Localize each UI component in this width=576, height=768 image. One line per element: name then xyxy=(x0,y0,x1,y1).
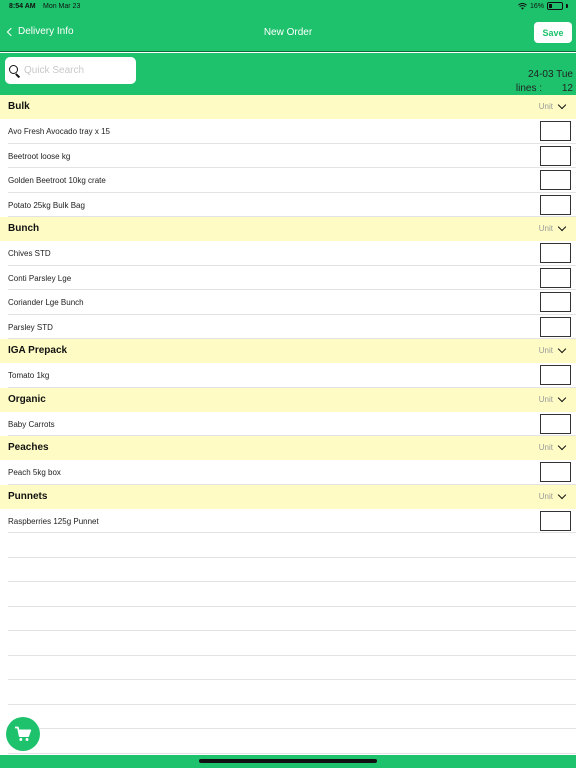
list-item xyxy=(8,241,576,266)
category-name: Peaches xyxy=(8,442,49,453)
empty-row xyxy=(8,729,576,754)
home-indicator[interactable] xyxy=(199,759,377,763)
item-name: Baby Carrots xyxy=(8,419,55,429)
item-name: Chives STD xyxy=(8,249,51,258)
empty-row xyxy=(8,582,576,607)
search-icon xyxy=(9,65,21,77)
quantity-input[interactable] xyxy=(540,462,571,482)
unit-label: Unit xyxy=(538,394,553,404)
search-area xyxy=(0,53,576,95)
quantity-input[interactable] xyxy=(540,243,571,263)
lines-label: lines : xyxy=(515,83,542,94)
wifi-icon xyxy=(518,3,527,10)
category-header-iga-prepack[interactable] xyxy=(0,339,576,363)
item-name: Golden Beetroot 10kg crate xyxy=(8,176,106,185)
cart-icon xyxy=(14,726,32,742)
bottom-bar xyxy=(0,755,576,768)
empty-row xyxy=(8,607,576,632)
empty-row xyxy=(8,680,576,705)
search-input[interactable] xyxy=(24,65,129,76)
category-name: Bulk xyxy=(8,101,30,112)
list-item xyxy=(8,412,576,437)
chevron-down-icon[interactable] xyxy=(558,345,566,353)
empty-row xyxy=(8,656,576,681)
item-name: Peach 5kg box xyxy=(8,468,61,477)
chevron-down-icon[interactable] xyxy=(558,490,566,498)
back-label: Delivery Info xyxy=(18,26,74,37)
battery-percent: 16% xyxy=(529,2,544,10)
chevron-down-icon[interactable] xyxy=(558,223,566,231)
quantity-input[interactable] xyxy=(540,317,571,337)
quantity-input[interactable] xyxy=(540,195,571,215)
status-time: 8:54 AM xyxy=(9,3,36,10)
category-header-bunch[interactable] xyxy=(0,217,576,241)
quantity-input[interactable] xyxy=(540,146,571,166)
order-date: 24-03 Tue xyxy=(527,69,573,80)
item-name: Avo Fresh Avocado tray x 15 xyxy=(8,127,110,136)
item-name: Coriander Lge Bunch xyxy=(8,298,84,307)
unit-label: Unit xyxy=(538,491,553,501)
lines-count: 12 xyxy=(561,83,573,94)
list-item xyxy=(8,119,576,144)
category-header-bulk[interactable] xyxy=(0,95,576,119)
chevron-down-icon[interactable] xyxy=(558,393,566,401)
page-title: New Order xyxy=(263,27,313,38)
category-name: Organic xyxy=(8,393,46,405)
unit-label: Unit xyxy=(538,102,553,111)
cart-button[interactable] xyxy=(6,717,40,751)
quantity-input[interactable] xyxy=(540,292,571,312)
status-right xyxy=(518,2,568,10)
list-item xyxy=(8,315,576,340)
search-box[interactable] xyxy=(5,57,136,84)
status-bar xyxy=(0,0,576,14)
product-list xyxy=(0,95,576,754)
unit-label: Unit xyxy=(538,443,553,452)
item-name: Conti Parsley Lge xyxy=(8,273,72,283)
list-item xyxy=(8,193,576,218)
save-button[interactable]: Save xyxy=(534,22,572,43)
list-item xyxy=(8,168,576,193)
quantity-input[interactable] xyxy=(540,170,571,190)
list-item xyxy=(8,509,576,534)
item-name: Beetroot loose kg xyxy=(8,151,71,161)
quantity-input[interactable] xyxy=(540,121,571,141)
battery-icon xyxy=(547,2,563,10)
category-header-peaches[interactable] xyxy=(0,436,576,460)
quantity-input[interactable] xyxy=(540,268,571,288)
category-header-punnets[interactable] xyxy=(0,485,576,509)
item-name: Tomato 1kg xyxy=(8,371,50,380)
list-item xyxy=(8,460,576,485)
chevron-down-icon[interactable] xyxy=(558,101,566,109)
category-name: Bunch xyxy=(8,223,40,234)
quantity-input[interactable] xyxy=(540,414,571,434)
unit-label: Unit xyxy=(538,224,553,233)
quantity-input[interactable] xyxy=(540,511,571,531)
item-name: Parsley STD xyxy=(8,322,53,332)
empty-row xyxy=(8,558,576,583)
list-item xyxy=(8,363,576,388)
item-name: Raspberries 125g Punnet xyxy=(8,516,99,526)
list-item xyxy=(8,144,576,169)
category-name: Punnets xyxy=(8,490,48,502)
unit-label: Unit xyxy=(538,346,553,355)
chevron-down-icon[interactable] xyxy=(558,442,566,450)
empty-row xyxy=(8,631,576,656)
empty-row xyxy=(8,533,576,558)
status-date: Mon Mar 23 xyxy=(43,3,81,10)
empty-row xyxy=(8,705,576,730)
item-name: Potato 25kg Bulk Bag xyxy=(8,200,85,210)
list-item xyxy=(8,290,576,315)
category-header-organic[interactable] xyxy=(0,388,576,412)
nav-bar xyxy=(0,14,576,52)
category-name: IGA Prepack xyxy=(8,345,68,356)
battery-tip-icon xyxy=(566,4,568,8)
list-item xyxy=(8,266,576,291)
quantity-input[interactable] xyxy=(540,365,571,385)
